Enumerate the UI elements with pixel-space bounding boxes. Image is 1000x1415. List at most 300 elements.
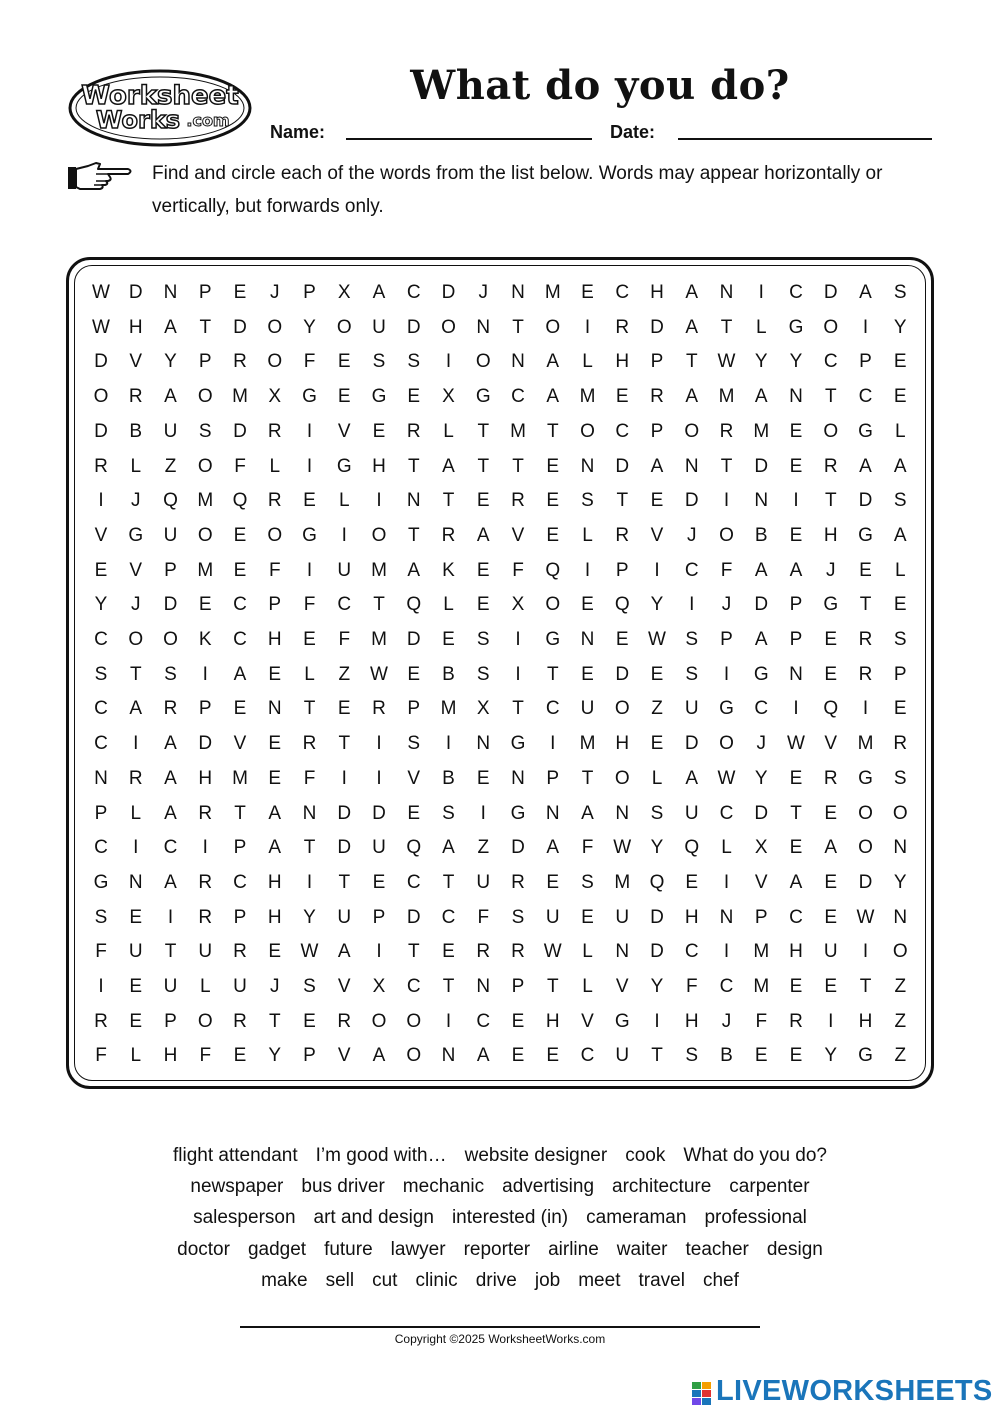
grid-letter[interactable]: P xyxy=(198,698,212,720)
grid-letter[interactable]: G xyxy=(510,802,526,824)
grid-letter[interactable]: G xyxy=(823,594,839,616)
grid-letter[interactable]: E xyxy=(824,976,838,997)
grid-letter[interactable]: I xyxy=(306,559,313,581)
grid-letter[interactable]: Y xyxy=(789,351,803,373)
grid-letter[interactable]: E xyxy=(268,767,282,789)
grid-letter[interactable]: D xyxy=(754,802,769,824)
grid-letter[interactable]: L xyxy=(894,559,906,581)
grid-letter[interactable]: O xyxy=(719,733,734,755)
grid-letter[interactable]: A xyxy=(164,767,177,789)
grid-letter[interactable]: C xyxy=(823,351,838,373)
grid-letter[interactable]: N xyxy=(893,837,908,859)
grid-letter[interactable]: P xyxy=(511,976,525,997)
grid-letter[interactable]: C xyxy=(94,837,108,859)
grid-letter[interactable]: G xyxy=(788,316,804,338)
grid-letter[interactable]: O xyxy=(614,698,630,720)
grid-letter[interactable]: A xyxy=(685,282,699,303)
grid-letter[interactable]: I xyxy=(98,976,104,997)
grid-letter[interactable]: S xyxy=(685,1045,699,1067)
grid-letter[interactable]: R xyxy=(233,351,247,373)
grid-letter[interactable]: S xyxy=(198,420,212,442)
grid-letter[interactable]: I xyxy=(341,767,347,789)
grid-letter[interactable]: V xyxy=(94,524,108,546)
grid-letter[interactable]: I xyxy=(793,698,799,720)
grid-letter[interactable]: S xyxy=(893,490,907,512)
grid-letter[interactable]: Z xyxy=(894,1045,907,1067)
grid-letter[interactable]: S xyxy=(893,282,907,303)
grid-letter[interactable]: I xyxy=(862,941,869,963)
grid-letter[interactable]: H xyxy=(823,524,838,546)
grid-letter[interactable]: I xyxy=(723,871,730,893)
grid-letter[interactable]: A xyxy=(893,455,907,477)
grid-letter[interactable]: O xyxy=(197,524,213,546)
grid-letter[interactable]: C xyxy=(406,976,421,997)
grid-letter[interactable]: O xyxy=(336,316,352,338)
grid-letter[interactable]: L xyxy=(130,1045,142,1067)
grid-letter[interactable]: E xyxy=(893,698,907,720)
grid-letter[interactable]: I xyxy=(445,733,452,755)
grid-letter[interactable]: V xyxy=(615,976,629,997)
grid-letter[interactable]: Y xyxy=(754,767,768,789)
grid-letter[interactable]: O xyxy=(580,420,595,442)
grid-letter[interactable]: E xyxy=(893,351,907,373)
grid-letter[interactable]: I xyxy=(133,733,139,755)
grid-letter[interactable]: F xyxy=(95,1045,107,1067)
grid-letter[interactable]: D xyxy=(511,837,525,859)
grid-letter[interactable]: S xyxy=(685,663,699,685)
grid-letter[interactable]: G xyxy=(614,1010,630,1032)
grid-letter[interactable]: E xyxy=(685,871,699,893)
grid-letter[interactable]: E xyxy=(824,663,838,685)
grid-letter[interactable]: A xyxy=(372,1045,386,1067)
grid-letter[interactable]: F xyxy=(338,629,351,650)
grid-letter[interactable]: A xyxy=(164,871,177,893)
grid-letter[interactable]: U xyxy=(337,559,352,581)
date-field[interactable] xyxy=(678,138,932,140)
grid-letter[interactable]: A xyxy=(789,871,803,893)
grid-letter[interactable]: H xyxy=(545,1010,560,1032)
grid-letter[interactable]: L xyxy=(582,941,593,963)
grid-letter[interactable]: Z xyxy=(338,663,351,685)
grid-letter[interactable]: E xyxy=(94,559,108,581)
grid-letter[interactable]: E xyxy=(407,802,421,824)
grid-letter[interactable]: C xyxy=(545,698,560,720)
grid-letter[interactable]: K xyxy=(198,629,212,650)
grid-letter[interactable]: F xyxy=(755,1010,768,1032)
grid-letter[interactable]: A xyxy=(685,386,699,408)
grid-letter[interactable]: E xyxy=(268,663,282,685)
grid-letter[interactable]: E xyxy=(233,559,247,581)
grid-letter[interactable]: H xyxy=(267,871,282,893)
grid-letter[interactable]: R xyxy=(372,698,386,720)
grid-letter[interactable]: U xyxy=(545,906,560,928)
grid-letter[interactable]: E xyxy=(372,871,386,893)
grid-letter[interactable]: T xyxy=(129,663,142,685)
grid-letter[interactable]: E xyxy=(337,698,351,720)
grid-letter[interactable]: V xyxy=(337,976,351,997)
grid-letter[interactable]: C xyxy=(615,282,630,303)
grid-letter[interactable]: M xyxy=(718,386,735,408)
grid-letter[interactable]: T xyxy=(303,837,316,859)
grid-letter[interactable]: E xyxy=(615,386,629,408)
grid-letter[interactable]: M xyxy=(579,733,596,755)
grid-letter[interactable]: Z xyxy=(894,976,907,997)
grid-letter[interactable]: E xyxy=(337,386,351,408)
grid-letter[interactable]: T xyxy=(685,351,698,373)
grid-letter[interactable]: A xyxy=(893,524,907,546)
grid-letter[interactable]: X xyxy=(754,837,768,859)
grid-letter[interactable]: W xyxy=(613,837,632,859)
grid-letter[interactable]: C xyxy=(858,386,873,408)
grid-letter[interactable]: S xyxy=(407,733,421,755)
grid-letter[interactable]: N xyxy=(267,698,282,720)
grid-letter[interactable]: C xyxy=(476,1010,491,1032)
grid-letter[interactable]: R xyxy=(615,524,630,546)
grid-letter[interactable]: T xyxy=(546,663,559,685)
grid-letter[interactable]: F xyxy=(303,594,316,616)
grid-letter[interactable]: T xyxy=(720,455,733,477)
grid-letter[interactable]: Q xyxy=(406,594,422,616)
grid-letter[interactable]: S xyxy=(372,351,386,373)
grid-letter[interactable]: R xyxy=(823,455,838,477)
grid-letter[interactable]: E xyxy=(789,767,803,789)
grid-letter[interactable]: L xyxy=(199,976,211,997)
grid-letter[interactable]: P xyxy=(789,594,803,616)
grid-letter[interactable]: S xyxy=(511,906,525,928)
grid-letter[interactable]: U xyxy=(233,976,247,997)
grid-letter[interactable]: R xyxy=(789,1010,803,1032)
grid-letter[interactable]: X xyxy=(337,282,351,303)
grid-letter[interactable]: I xyxy=(98,490,104,512)
grid-letter[interactable]: W xyxy=(717,767,736,789)
grid-letter[interactable]: G xyxy=(93,871,109,893)
grid-letter[interactable]: U xyxy=(198,941,213,963)
grid-letter[interactable]: R xyxy=(163,698,178,720)
grid-letter[interactable]: I xyxy=(584,316,591,338)
grid-letter[interactable]: A xyxy=(754,629,768,650)
grid-letter[interactable]: I xyxy=(306,871,313,893)
grid-letter[interactable]: N xyxy=(789,386,803,408)
grid-letter[interactable]: T xyxy=(338,871,351,893)
grid-letter[interactable]: E xyxy=(129,976,143,997)
grid-letter[interactable]: W xyxy=(300,941,319,963)
grid-letter[interactable]: O xyxy=(128,629,144,650)
grid-letter[interactable]: G xyxy=(302,524,317,546)
grid-letter[interactable]: B xyxy=(442,767,455,789)
grid-letter[interactable]: L xyxy=(721,837,732,859)
grid-letter[interactable]: A xyxy=(442,837,455,859)
grid-letter[interactable]: R xyxy=(615,316,630,338)
grid-letter[interactable]: R xyxy=(511,871,525,893)
grid-letter[interactable]: E xyxy=(129,1010,143,1032)
grid-letter[interactable]: X xyxy=(268,386,282,408)
grid-letter[interactable]: P xyxy=(164,559,177,581)
grid-letter[interactable]: L xyxy=(130,455,142,477)
grid-letter[interactable]: Y xyxy=(893,316,907,338)
grid-letter[interactable]: D xyxy=(858,490,873,512)
grid-letter[interactable]: P xyxy=(407,698,421,720)
grid-letter[interactable]: E xyxy=(824,906,838,928)
grid-letter[interactable]: I xyxy=(723,941,730,963)
grid-letter[interactable]: B xyxy=(720,1045,733,1067)
grid-letter[interactable]: A xyxy=(164,802,177,824)
grid-letter[interactable]: X xyxy=(372,976,386,997)
grid-letter[interactable]: A xyxy=(546,837,560,859)
grid-letter[interactable]: V xyxy=(129,351,143,373)
grid-letter[interactable]: A xyxy=(476,1045,490,1067)
grid-letter[interactable]: A xyxy=(407,559,421,581)
grid-letter[interactable]: E xyxy=(233,698,247,720)
grid-letter[interactable]: G xyxy=(858,1045,873,1067)
grid-letter[interactable]: J xyxy=(131,594,141,616)
grid-letter[interactable]: R xyxy=(406,420,421,442)
grid-letter[interactable]: H xyxy=(615,733,630,755)
grid-letter[interactable]: I xyxy=(376,490,382,512)
grid-letter[interactable]: O xyxy=(858,802,873,824)
grid-letter[interactable]: A xyxy=(650,455,664,477)
grid-letter[interactable]: D xyxy=(128,282,143,303)
grid-letter[interactable]: U xyxy=(163,420,178,442)
grid-letter[interactable]: I xyxy=(654,559,660,581)
grid-letter[interactable]: I xyxy=(167,906,174,928)
grid-letter[interactable]: D xyxy=(372,802,386,824)
grid-letter[interactable]: T xyxy=(616,490,629,512)
grid-letter[interactable]: A xyxy=(824,837,838,859)
grid-letter[interactable]: Q xyxy=(649,871,665,893)
grid-letter[interactable]: I xyxy=(723,490,730,512)
grid-letter[interactable]: E xyxy=(546,490,560,512)
grid-letter[interactable]: G xyxy=(858,767,873,789)
grid-letter[interactable]: N xyxy=(719,282,734,303)
grid-letter[interactable]: J xyxy=(826,559,836,581)
grid-letter[interactable]: A xyxy=(859,282,872,303)
grid-letter[interactable]: X xyxy=(442,386,455,408)
grid-letter[interactable]: Q xyxy=(406,837,422,859)
grid-letter[interactable]: I xyxy=(515,663,521,685)
grid-letter[interactable]: N xyxy=(441,1045,456,1067)
grid-letter[interactable]: P xyxy=(859,351,872,373)
grid-letter[interactable]: N xyxy=(545,802,560,824)
grid-letter[interactable]: E xyxy=(268,941,282,963)
grid-letter[interactable]: E xyxy=(824,629,838,650)
grid-letter[interactable]: T xyxy=(546,420,559,442)
grid-letter[interactable]: M xyxy=(232,386,248,408)
grid-letter[interactable]: M xyxy=(371,559,387,581)
grid-letter[interactable]: Z xyxy=(164,455,177,477)
grid-letter[interactable]: E xyxy=(546,455,560,477)
grid-letter[interactable]: D xyxy=(441,282,456,303)
grid-letter[interactable]: U xyxy=(476,871,491,893)
grid-letter[interactable]: L xyxy=(582,524,593,546)
grid-letter[interactable]: F xyxy=(512,559,524,581)
grid-letter[interactable]: D xyxy=(754,455,769,477)
grid-letter[interactable]: X xyxy=(476,698,490,720)
grid-letter[interactable]: O xyxy=(163,629,178,650)
grid-letter[interactable]: I xyxy=(133,837,139,859)
grid-letter[interactable]: P xyxy=(164,1010,177,1032)
grid-letter[interactable]: F xyxy=(199,1045,212,1067)
grid-letter[interactable]: E xyxy=(581,594,594,616)
grid-letter[interactable]: E xyxy=(303,629,316,650)
grid-letter[interactable]: S xyxy=(581,871,594,893)
grid-letter[interactable]: G xyxy=(858,420,873,442)
grid-letter[interactable]: Y xyxy=(94,594,108,616)
grid-letter[interactable]: I xyxy=(550,733,556,755)
grid-letter[interactable]: S xyxy=(476,629,490,650)
grid-letter[interactable]: T xyxy=(477,420,490,442)
grid-letter[interactable]: R xyxy=(128,386,143,408)
grid-letter[interactable]: A xyxy=(268,837,282,859)
grid-letter[interactable]: R xyxy=(337,1010,352,1032)
grid-letter[interactable]: N xyxy=(615,941,630,963)
grid-letter[interactable]: J xyxy=(756,733,766,755)
grid-letter[interactable]: H xyxy=(684,906,699,928)
grid-letter[interactable]: E xyxy=(546,871,560,893)
grid-letter[interactable]: U xyxy=(337,906,352,928)
grid-letter[interactable]: E xyxy=(650,733,664,755)
grid-letter[interactable]: E xyxy=(893,594,907,616)
grid-letter[interactable]: I xyxy=(584,559,591,581)
grid-letter[interactable]: N xyxy=(580,629,595,650)
grid-letter[interactable]: T xyxy=(234,802,246,824)
grid-letter[interactable]: E xyxy=(268,733,282,755)
grid-letter[interactable]: F xyxy=(234,455,246,477)
grid-letter[interactable]: E xyxy=(476,559,490,581)
grid-letter[interactable]: U xyxy=(163,976,178,997)
grid-letter[interactable]: E xyxy=(615,629,629,650)
grid-letter[interactable]: V xyxy=(337,420,351,442)
grid-letter[interactable]: M xyxy=(197,559,214,581)
grid-letter[interactable]: H xyxy=(650,282,664,303)
grid-letter[interactable]: E xyxy=(337,351,351,373)
grid-letter[interactable]: V xyxy=(650,524,664,546)
grid-letter[interactable]: A xyxy=(337,941,351,963)
grid-letter[interactable]: U xyxy=(684,802,699,824)
grid-letter[interactable]: I xyxy=(202,663,208,685)
grid-letter[interactable]: O xyxy=(267,316,283,338)
grid-letter[interactable]: H xyxy=(684,1010,699,1032)
grid-letter[interactable]: E xyxy=(476,490,490,512)
grid-letter[interactable]: R xyxy=(94,1010,108,1032)
grid-letter[interactable]: N xyxy=(684,455,699,477)
grid-letter[interactable]: W xyxy=(717,351,736,373)
grid-letter[interactable]: N xyxy=(476,316,491,338)
grid-letter[interactable]: P xyxy=(754,906,768,928)
grid-letter[interactable]: S xyxy=(94,663,108,685)
grid-letter[interactable]: A xyxy=(546,386,560,408)
grid-letter[interactable]: T xyxy=(442,490,455,512)
grid-letter[interactable]: Y xyxy=(303,906,316,928)
grid-letter[interactable]: L xyxy=(582,351,593,373)
grid-letter[interactable]: D xyxy=(650,316,664,338)
grid-letter[interactable]: J xyxy=(270,976,280,997)
grid-letter[interactable]: O xyxy=(545,316,561,338)
grid-letter[interactable]: G xyxy=(302,386,317,408)
grid-letter[interactable]: H xyxy=(128,316,143,338)
grid-letter[interactable]: P xyxy=(893,663,907,685)
grid-letter[interactable]: L xyxy=(304,663,315,685)
grid-letter[interactable]: O xyxy=(823,316,839,338)
grid-letter[interactable]: I xyxy=(306,420,313,442)
grid-letter[interactable]: D xyxy=(650,906,664,928)
grid-letter[interactable]: N xyxy=(615,802,630,824)
grid-letter[interactable]: W xyxy=(856,906,875,928)
grid-letter[interactable]: A xyxy=(754,559,768,581)
grid-letter[interactable]: T xyxy=(651,1045,663,1067)
grid-letter[interactable]: D xyxy=(684,733,699,755)
grid-letter[interactable]: T xyxy=(303,698,316,720)
grid-letter[interactable]: A xyxy=(233,663,247,685)
grid-letter[interactable]: A xyxy=(789,559,803,581)
grid-letter[interactable]: D xyxy=(615,455,630,477)
grid-letter[interactable]: I xyxy=(202,837,208,859)
grid-letter[interactable]: C xyxy=(406,282,421,303)
grid-letter[interactable]: R xyxy=(128,767,143,789)
grid-letter[interactable]: L xyxy=(338,490,350,512)
grid-letter[interactable]: L xyxy=(269,455,281,477)
grid-letter[interactable]: J xyxy=(721,1010,732,1032)
grid-letter[interactable]: V xyxy=(581,1010,594,1032)
grid-letter[interactable]: V xyxy=(129,559,143,581)
grid-letter[interactable]: E xyxy=(372,420,386,442)
grid-letter[interactable]: I xyxy=(828,1010,834,1032)
grid-letter[interactable]: U xyxy=(615,1045,630,1067)
grid-letter[interactable]: O xyxy=(441,316,456,338)
grid-letter[interactable]: H xyxy=(372,455,386,477)
grid-letter[interactable]: T xyxy=(199,316,212,338)
grid-letter[interactable]: B xyxy=(129,420,143,442)
grid-letter[interactable]: R xyxy=(476,941,491,963)
grid-letter[interactable]: N xyxy=(719,906,734,928)
grid-letter[interactable]: G xyxy=(719,698,734,720)
grid-letter[interactable]: Q xyxy=(163,490,178,512)
grid-letter[interactable]: F xyxy=(581,837,594,859)
grid-letter[interactable]: J xyxy=(478,282,488,303)
grid-letter[interactable]: E xyxy=(789,455,803,477)
grid-letter[interactable]: S xyxy=(164,663,177,685)
grid-letter[interactable]: W xyxy=(787,733,805,755)
grid-letter[interactable]: M xyxy=(753,976,770,997)
grid-letter[interactable]: D xyxy=(754,594,769,616)
grid-letter[interactable]: I xyxy=(689,594,695,616)
grid-letter[interactable]: P xyxy=(303,1045,316,1067)
grid-letter[interactable]: D xyxy=(858,871,873,893)
grid-letter[interactable]: I xyxy=(306,455,313,477)
grid-letter[interactable]: A xyxy=(754,386,768,408)
grid-letter[interactable]: R xyxy=(893,733,908,755)
grid-letter[interactable]: A xyxy=(685,767,699,789)
grid-letter[interactable]: S xyxy=(893,629,907,650)
grid-letter[interactable]: C xyxy=(789,906,803,928)
grid-letter[interactable]: C xyxy=(719,976,734,997)
grid-letter[interactable]: N xyxy=(128,871,143,893)
grid-letter[interactable]: R xyxy=(198,871,213,893)
grid-letter[interactable]: D xyxy=(823,282,838,303)
grid-letter[interactable]: R xyxy=(441,524,456,546)
grid-letter[interactable]: Z xyxy=(651,698,663,720)
grid-letter[interactable]: M xyxy=(510,420,526,442)
grid-letter[interactable]: E xyxy=(581,282,594,303)
grid-letter[interactable]: B xyxy=(442,663,455,685)
grid-letter[interactable]: Y xyxy=(824,1045,838,1067)
grid-letter[interactable]: A xyxy=(685,316,699,338)
grid-letter[interactable]: T xyxy=(790,802,802,824)
grid-letter[interactable]: C xyxy=(94,629,108,650)
grid-letter[interactable]: M xyxy=(544,282,561,303)
grid-letter[interactable]: S xyxy=(685,629,699,650)
grid-letter[interactable]: F xyxy=(685,976,698,997)
grid-letter[interactable]: P xyxy=(233,837,247,859)
